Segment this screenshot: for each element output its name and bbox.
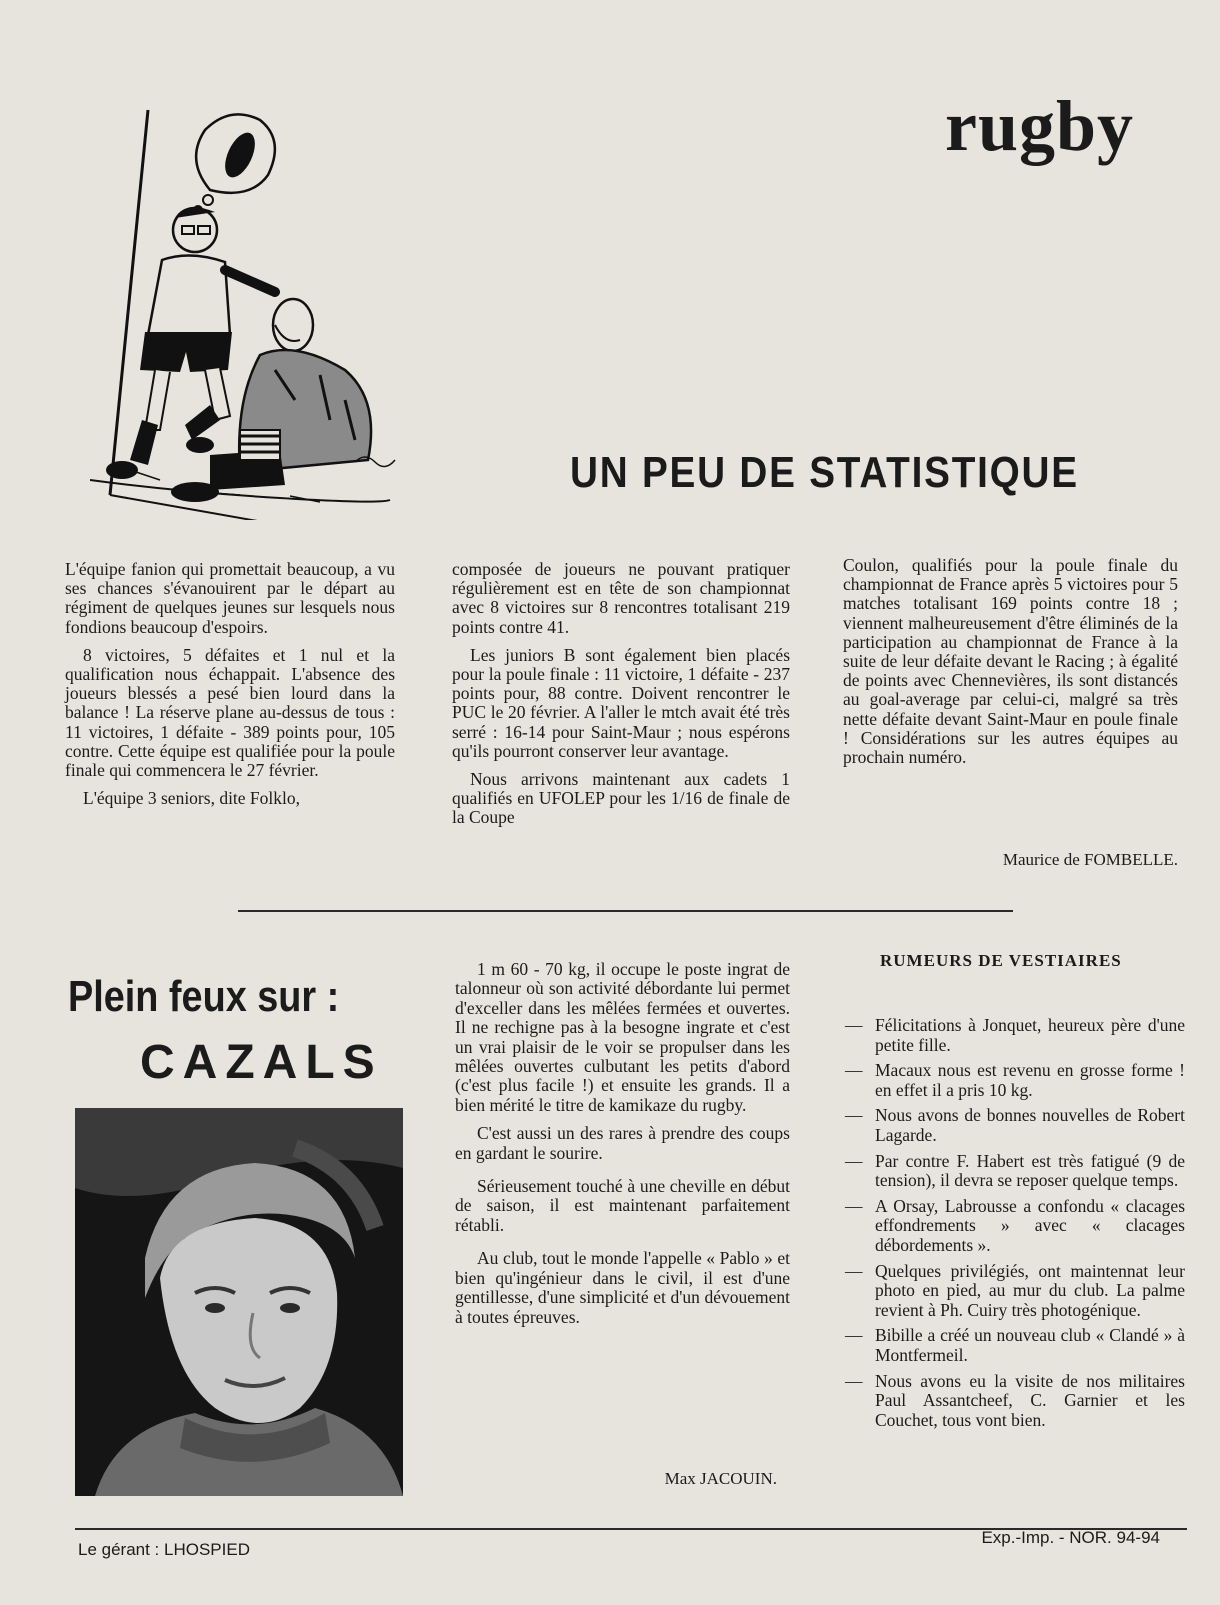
paragraph: Coulon, qualifiés pour la poule finale du championnat de France après 5 victoires pour 5 matches totalisant 169 points contre 18 ; viennent malheureusement d'être éliminés de la participation au championnat de France à la suite de leur défaite devant le Racing ; à égalité de points avec Chennevières, ils sont distancés au goal-average par celui-ci, malgré sa très nette défaite devant Saint-Maur en poule finale ! Considérations sur les autres équipes au prochain numéro. xyxy=(843,555,1178,768)
article2-signature: Max JACOUIN. xyxy=(664,1469,777,1488)
paragraph: Au club, tout le monde l'appelle « Pablo » et bien qu'ingénieur dans le civil, il est d'une gentillesse, d'une simplicité et d'un dévouement à toutes épreuves. xyxy=(455,1248,790,1327)
footer-manager: Le gérant : LHOSPIED xyxy=(78,1540,250,1559)
list-item: — A Orsay, Labrousse a confondu « clacages effondrements » avec « clacages débordements ». xyxy=(845,1197,1185,1256)
section-title: rugby xyxy=(945,86,1135,166)
list-item: — Nous avons eu la visite de nos militaires Paul Assantcheef, C. Garnier et les Couchet, tous vont bien. xyxy=(845,1372,1185,1431)
list-item: — Macaux nous est revenu en grosse forme ! en effet il a pris 10 kg. xyxy=(845,1061,1185,1100)
portrait-photo xyxy=(75,1108,403,1496)
paragraph: Nous arrivons maintenant aux cadets 1 qualifiés en UFOLEP pour les 1/16 de finale de la Coupe xyxy=(452,769,790,828)
profile-title: Plein feux sur : xyxy=(68,972,340,1021)
paragraph: L'équipe fanion qui promettait beaucoup, a vu ses chances s'évanouirent par le départ au régiment de quelques jeunes sur lesquels nous fondions beaucoup d'espoirs. xyxy=(65,559,395,637)
paragraph: 8 victoires, 5 défaites et 1 nul et la qualification nous échappait. L'absence des joueurs blessés a pesé bien lourd dans la balance ! La réserve plane au-dessus de tous : 11 victoires, 1 défaite - 389 points pour, 105 contre. Cette équipe est qualifiée pour la poule finale qui commencera le 27 février. xyxy=(65,644,395,781)
rugby-cartoon xyxy=(90,100,405,520)
list-item: — Quelques privilégiés, ont maintennat leur photo en pied, au mur du club. La palme revient à Ph. Cuiry très photogénique. xyxy=(845,1262,1185,1321)
paragraph: 1 m 60 - 70 kg, il occupe le poste ingrat de talonneur où son activité débordante lui permet d'exceller dans les mêlées fermées et ouvertes. Il ne rechigne pas à la besogne ingrate et c'est un vrai plaisir de le voir se propulser dans les mêlées ouvertes culbutant les petits d'abord (c'est plus facile !) et ensuite les grands. Il a bien mérité le titre de kamikaze du rugby. xyxy=(455,959,790,1115)
article1-signature: Maurice de FOMBELLE. xyxy=(1002,850,1178,869)
list-item: — Par contre F. Habert est très fatigué (9 de tension), il devra se reposer quelque temps. xyxy=(845,1152,1185,1191)
article2-body xyxy=(455,960,790,1336)
profile-name: CAZALS xyxy=(140,1036,383,1089)
paragraph: Les juniors B sont également bien placés pour la poule finale : 11 victoire, 1 défaite - 237 points pour, 88 contre. Doivent rencontrer le PUC le 20 février. A l'aller le mtch avait été très serré : 16-14 pour Saint-Maur ; nous espérons qu'ils pourront conserver leur avantage. xyxy=(452,644,790,761)
section-divider xyxy=(238,910,1013,912)
paragraph: Sérieusement touché à une cheville en début de saison, il est maintenant parfaitement rétabli. xyxy=(455,1176,790,1235)
footer-printer: Exp.-Imp. - NOR. 94-94 xyxy=(981,1528,1160,1547)
article1-column-2 xyxy=(452,560,790,837)
rumeurs-list xyxy=(845,1016,1185,1436)
rumeurs-title: RUMEURS DE VESTIAIRES xyxy=(880,951,1122,970)
article1-column-3 xyxy=(843,556,1178,776)
list-item: — Nous avons de bonnes nouvelles de Robert Lagarde. xyxy=(845,1106,1185,1145)
paragraph: C'est aussi un des rares à prendre des coups en gardant le sourire. xyxy=(455,1123,790,1163)
article1-column-1 xyxy=(65,560,395,817)
paragraph: L'équipe 3 seniors, dite Folklo, xyxy=(83,788,301,809)
list-item: — Félicitations à Jonquet, heureux père d'une petite fille. xyxy=(845,1016,1185,1055)
paragraph: composée de joueurs ne pouvant pratiquer régulièrement est en tête de son championnat avec 8 victoires sur 8 rencontres totalisant 219 points contre 41. xyxy=(452,559,790,637)
headline: UN PEU DE STATISTIQUE xyxy=(570,448,1079,497)
list-item: — Bibille a créé un nouveau club « Clandé » à Montfermeil. xyxy=(845,1326,1185,1365)
